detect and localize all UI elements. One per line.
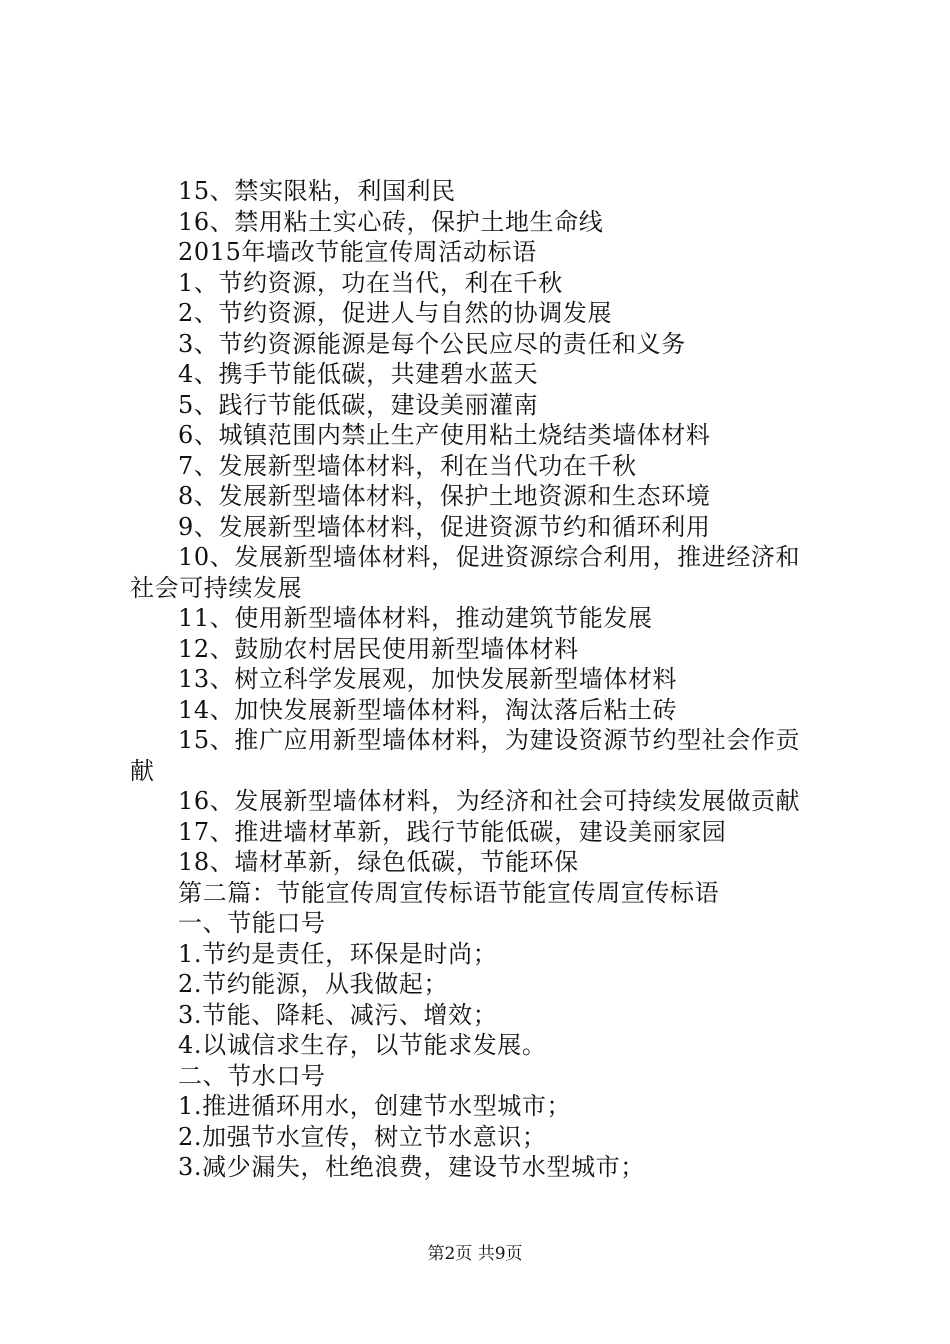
- text-line: 2.节约能源，从我做起；: [178, 970, 449, 998]
- text-line: 4、携手节能低碳，共建碧水蓝天: [178, 360, 539, 388]
- text-line: 7、发展新型墙体材料，利在当代功在千秋: [178, 451, 637, 480]
- text-line-continued: 献: [130, 756, 155, 785]
- text-line: 1、节约资源，功在当代，利在千秋: [178, 268, 563, 297]
- text-line: 16、禁用粘土实心砖，保护土地生命线: [178, 207, 604, 236]
- text-line: 1.节约是责任，环保是时尚；: [178, 939, 498, 968]
- text-line: 1.推进循环用水，创建节水型城市；: [178, 1092, 572, 1120]
- section-heading: 第二篇：节能宣传周宣传标语节能宣传周宣传标语: [178, 878, 720, 907]
- section-heading: 2015年墙改节能宣传周活动标语: [178, 238, 537, 266]
- text-line-continued: 社会可持续发展: [130, 573, 303, 602]
- text-line: 16、发展新型墙体材料，为经济和社会可持续发展做贡献: [178, 787, 801, 815]
- text-line: 6、城镇范围内禁止生产使用粘土烧结类墙体材料: [178, 421, 711, 449]
- text-line: 12、鼓励农村居民使用新型墙体材料: [178, 634, 579, 663]
- text-line: 10、发展新型墙体材料，促进资源综合利用，推进经济和: [178, 543, 801, 571]
- text-line: 9、发展新型墙体材料，促进资源节约和循环利用: [178, 512, 711, 541]
- page-number-footer: 第2页 共9页: [427, 1244, 523, 1264]
- subsection-heading: 一、节能口号: [178, 909, 326, 937]
- text-line: 3、节约资源能源是每个公民应尽的责任和义务: [178, 329, 686, 358]
- text-line: 2.加强节水宣传，树立节水意识；: [178, 1122, 547, 1151]
- text-line: 4.以诚信求生存，以节能求发展。: [178, 1031, 547, 1059]
- text-line: 11、使用新型墙体材料，推动建筑节能发展: [178, 604, 653, 632]
- text-line: 3.节能、降耗、减污、增效；: [178, 1000, 498, 1029]
- subsection-heading: 二、节水口号: [178, 1061, 326, 1090]
- text-line: 15、推广应用新型墙体材料，为建设资源节约型社会作贡: [178, 726, 801, 754]
- text-line: 14、加快发展新型墙体材料，淘汰落后粘土砖: [178, 695, 678, 724]
- text-line: 8、发展新型墙体材料，保护土地资源和生态环境: [178, 482, 711, 510]
- text-line: 2、节约资源，促进人与自然的协调发展: [178, 299, 613, 327]
- document-body: [130, 176, 832, 1183]
- text-line: 13、树立科学发展观，加快发展新型墙体材料: [178, 665, 678, 693]
- text-line: 18、墙材革新，绿色低碳，节能环保: [178, 848, 579, 876]
- text-line: 15、禁实限粘，利国利民: [178, 177, 456, 205]
- text-line: 3.减少漏失，杜绝浪费，建设节水型城市；: [178, 1153, 645, 1181]
- text-line: 5、践行节能低碳，建设美丽灌南: [178, 390, 539, 419]
- text-line: 17、推进墙材革新，践行节能低碳，建设美丽家园: [178, 817, 727, 846]
